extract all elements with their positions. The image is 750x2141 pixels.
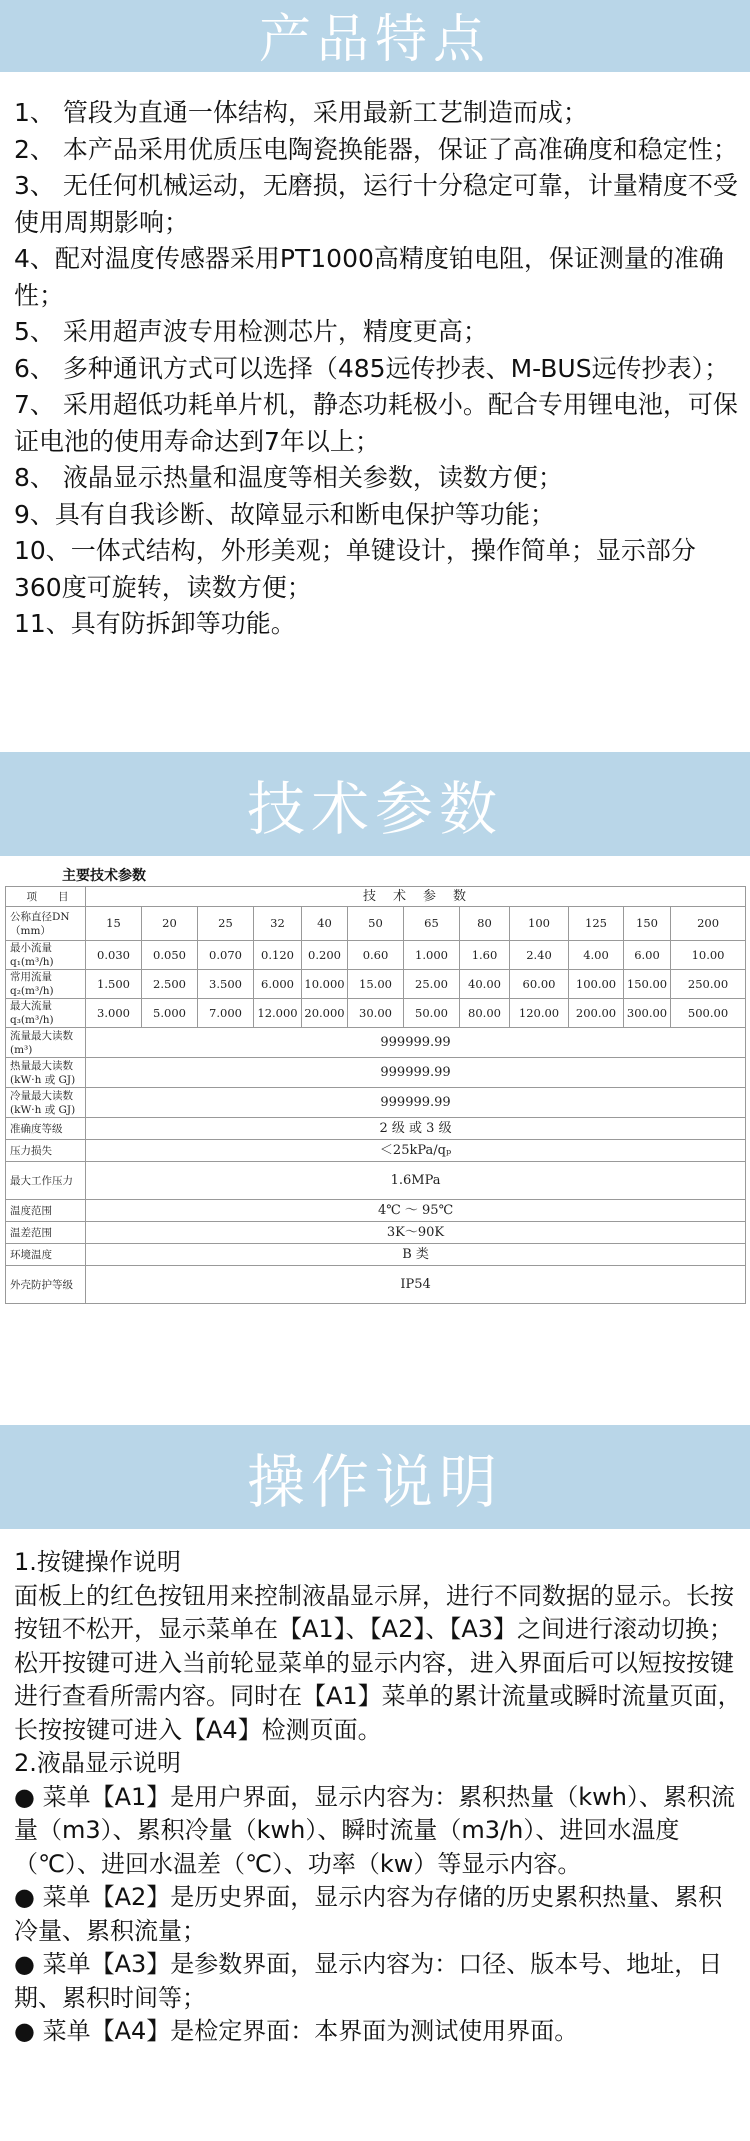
- value-cell: 999999.99: [86, 1058, 746, 1088]
- value-cell: 150.00: [624, 970, 671, 999]
- value-cell: 120.00: [510, 999, 569, 1028]
- value-cell: 10.00: [671, 941, 746, 970]
- value-cell: 1.000: [404, 941, 460, 970]
- value-cell: 2.500: [142, 970, 198, 999]
- value-cell: IP54: [86, 1266, 746, 1304]
- operation-paragraph: ● 菜单【A1】是用户界面，显示内容为：累积热量（kwh）、累积流量（m3）、累积冷量（kwh）、瞬时流量（m3/h）、进回水温度（℃）、进回水温差（℃）、功率（kw）等显示内容。: [14, 1782, 735, 1878]
- header-params-cell: 技 术 参 数: [86, 887, 746, 907]
- feature-item: 7、 采用超低功耗单片机，静态功耗极小。配合专用锂电池，可保证电池的使用寿命达到7年以上；: [14, 390, 738, 456]
- table-row: [6, 1088, 746, 1118]
- value-cell: 0.050: [142, 941, 198, 970]
- value-cell: 2.40: [510, 941, 569, 970]
- value-cell: ＜25kPa/qₚ: [86, 1140, 746, 1162]
- feature-item: 2、 本产品采用优质压电陶瓷换能器，保证了高准确度和稳定性；: [14, 134, 738, 164]
- value-cell: B 类: [86, 1244, 746, 1266]
- feature-item: 1、 管段为直通一体结构，采用最新工艺制造而成；: [14, 98, 588, 127]
- feature-item: 9、具有自我诊断、故障显示和断电保护等功能；: [14, 499, 555, 529]
- row-label: 最大流量 q₃(m³/h): [6, 999, 86, 1028]
- feature-item: 8、 液晶显示热量和温度等相关参数，读数方便；: [14, 463, 563, 492]
- value-cell: 65: [404, 907, 460, 941]
- value-cell: 0.60: [348, 941, 404, 970]
- row-label: 最大工作压力: [6, 1162, 86, 1200]
- value-cell: 80.00: [460, 999, 510, 1028]
- features-banner-title: 产品特点: [258, 10, 491, 70]
- row-label: 准确度等级: [6, 1118, 86, 1140]
- value-cell: 6.000: [254, 970, 302, 999]
- value-cell: 2 级 或 3 级: [86, 1118, 746, 1140]
- value-cell: 40.00: [460, 970, 510, 999]
- operation-paragraph: 1.按键操作说明: [14, 1548, 181, 1576]
- value-cell: 0.120: [254, 941, 302, 970]
- feature-item: 10、一体式结构，外形美观；单键设计，操作简单；显示部分360度可旋转，读数方便；: [14, 536, 696, 602]
- features-list: [14, 95, 740, 643]
- value-cell: 20: [142, 907, 198, 941]
- row-label: 热量最大读数(kW·h 或 GJ): [6, 1058, 86, 1088]
- value-cell: 200: [671, 907, 746, 941]
- value-cell: 3K～90K: [86, 1222, 746, 1244]
- table-row: [6, 999, 746, 1028]
- table-row: [6, 941, 746, 970]
- operation-banner-title: 操作说明: [246, 1448, 503, 1516]
- table-row: [6, 1140, 746, 1162]
- value-cell: 1.6MPa: [86, 1162, 746, 1200]
- value-cell: 3.500: [198, 970, 254, 999]
- header-item-cell: 项 目: [6, 887, 86, 907]
- row-label: 冷量最大读数(kW·h 或 GJ): [6, 1088, 86, 1118]
- value-cell: 125: [569, 907, 624, 941]
- row-label: 环境温度: [6, 1244, 86, 1266]
- feature-item: 4、配对温度传感器采用PT1000高精度铂电阻，保证测量的准确性；: [14, 244, 724, 310]
- value-cell: 500.00: [671, 999, 746, 1028]
- value-cell: 1.500: [86, 970, 142, 999]
- operation-instructions: [14, 1546, 742, 2049]
- value-cell: 7.000: [198, 999, 254, 1028]
- feature-item: 11、具有防拆卸等功能。: [14, 609, 296, 638]
- operation-paragraph: ● 菜单【A2】是历史界面，显示内容为存储的历史累积热量、累积冷量、累积流量；: [14, 1883, 723, 1945]
- spec-table-section: [5, 866, 745, 1304]
- table-header-row: [6, 887, 746, 907]
- operation-paragraph: 面板上的红色按钮用来控制液晶显示屏，进行不同数据的显示。长按按钮不松开，显示菜单在【A1】、【A2】、【A3】之间进行滚动切换；松开按键可进入当前轮显菜单的显示内容，进入界面后可以短按按键进行查看所需内容。同时在【A1】菜单的累计流量或瞬时流量页面，长按按键可进入【A4】检测页面。: [14, 1581, 742, 1744]
- table-row: [6, 1162, 746, 1200]
- value-cell: 60.00: [510, 970, 569, 999]
- value-cell: 0.200: [302, 941, 348, 970]
- feature-item: 3、 无任何机械运动，无磨损，运行十分稳定可靠，计量精度不受使用周期影响；: [14, 171, 738, 237]
- table-row: [6, 1118, 746, 1140]
- value-cell: 50: [348, 907, 404, 941]
- spec-table-title: 主要技术参数: [62, 868, 146, 884]
- value-cell: 300.00: [624, 999, 671, 1028]
- table-row: [6, 1028, 746, 1058]
- table-row: [6, 1244, 746, 1266]
- value-cell: 80: [460, 907, 510, 941]
- feature-item: 5、 采用超声波专用检测芯片，精度更高；: [14, 317, 488, 346]
- value-cell: 1.60: [460, 941, 510, 970]
- table-row: [6, 970, 746, 999]
- value-cell: 100: [510, 907, 569, 941]
- value-cell: 0.030: [86, 941, 142, 970]
- value-cell: 10.000: [302, 970, 348, 999]
- value-cell: 999999.99: [86, 1028, 746, 1058]
- operation-paragraph: 2.液晶显示说明: [14, 1749, 181, 1777]
- value-cell: 15: [86, 907, 142, 941]
- specs-banner-title: 技术参数: [246, 775, 503, 843]
- row-label: 温差范围: [6, 1222, 86, 1244]
- value-cell: 200.00: [569, 999, 624, 1028]
- row-label: 最小流量 q₁(m³/h): [6, 941, 86, 970]
- operation-banner: [0, 1425, 750, 1529]
- value-cell: 0.070: [198, 941, 254, 970]
- row-label: 流量最大读数(m³): [6, 1028, 86, 1058]
- value-cell: 25.00: [404, 970, 460, 999]
- value-cell: 250.00: [671, 970, 746, 999]
- table-row: [6, 1058, 746, 1088]
- row-label: 公称直径DN（mm）: [6, 907, 86, 941]
- row-label: 温度范围: [6, 1200, 86, 1222]
- row-label: 常用流量 q₂(m³/h): [6, 970, 86, 999]
- value-cell: 50.00: [404, 999, 460, 1028]
- row-label: 外壳防护等级: [6, 1266, 86, 1304]
- spec-table: [5, 886, 746, 1304]
- table-row: [6, 907, 746, 941]
- value-cell: 999999.99: [86, 1088, 746, 1118]
- value-cell: 40: [302, 907, 348, 941]
- operation-paragraph: ● 菜单【A4】是检定界面：本界面为测试使用界面。: [14, 2017, 579, 2045]
- operation-paragraph: ● 菜单【A3】是参数界面，显示内容为：口径、版本号、地址，日期、累积时间等；: [14, 1950, 723, 2012]
- row-label: 压力损失: [6, 1140, 86, 1162]
- value-cell: 3.000: [86, 999, 142, 1028]
- specs-banner: [0, 752, 750, 856]
- table-row: [6, 1222, 746, 1244]
- value-cell: 6.00: [624, 941, 671, 970]
- value-cell: 4.00: [569, 941, 624, 970]
- value-cell: 25: [198, 907, 254, 941]
- value-cell: 20.000: [302, 999, 348, 1028]
- features-banner: [0, 0, 750, 72]
- table-row: [6, 1200, 746, 1222]
- value-cell: 4℃ ～ 95℃: [86, 1200, 746, 1222]
- value-cell: 32: [254, 907, 302, 941]
- table-row: [6, 1266, 746, 1304]
- feature-item: 6、 多种通讯方式可以选择（485远传抄表、M-BUS远传抄表）；: [14, 353, 730, 383]
- value-cell: 30.00: [348, 999, 404, 1028]
- value-cell: 15.00: [348, 970, 404, 999]
- value-cell: 5.000: [142, 999, 198, 1028]
- value-cell: 150: [624, 907, 671, 941]
- value-cell: 100.00: [569, 970, 624, 999]
- value-cell: 12.000: [254, 999, 302, 1028]
